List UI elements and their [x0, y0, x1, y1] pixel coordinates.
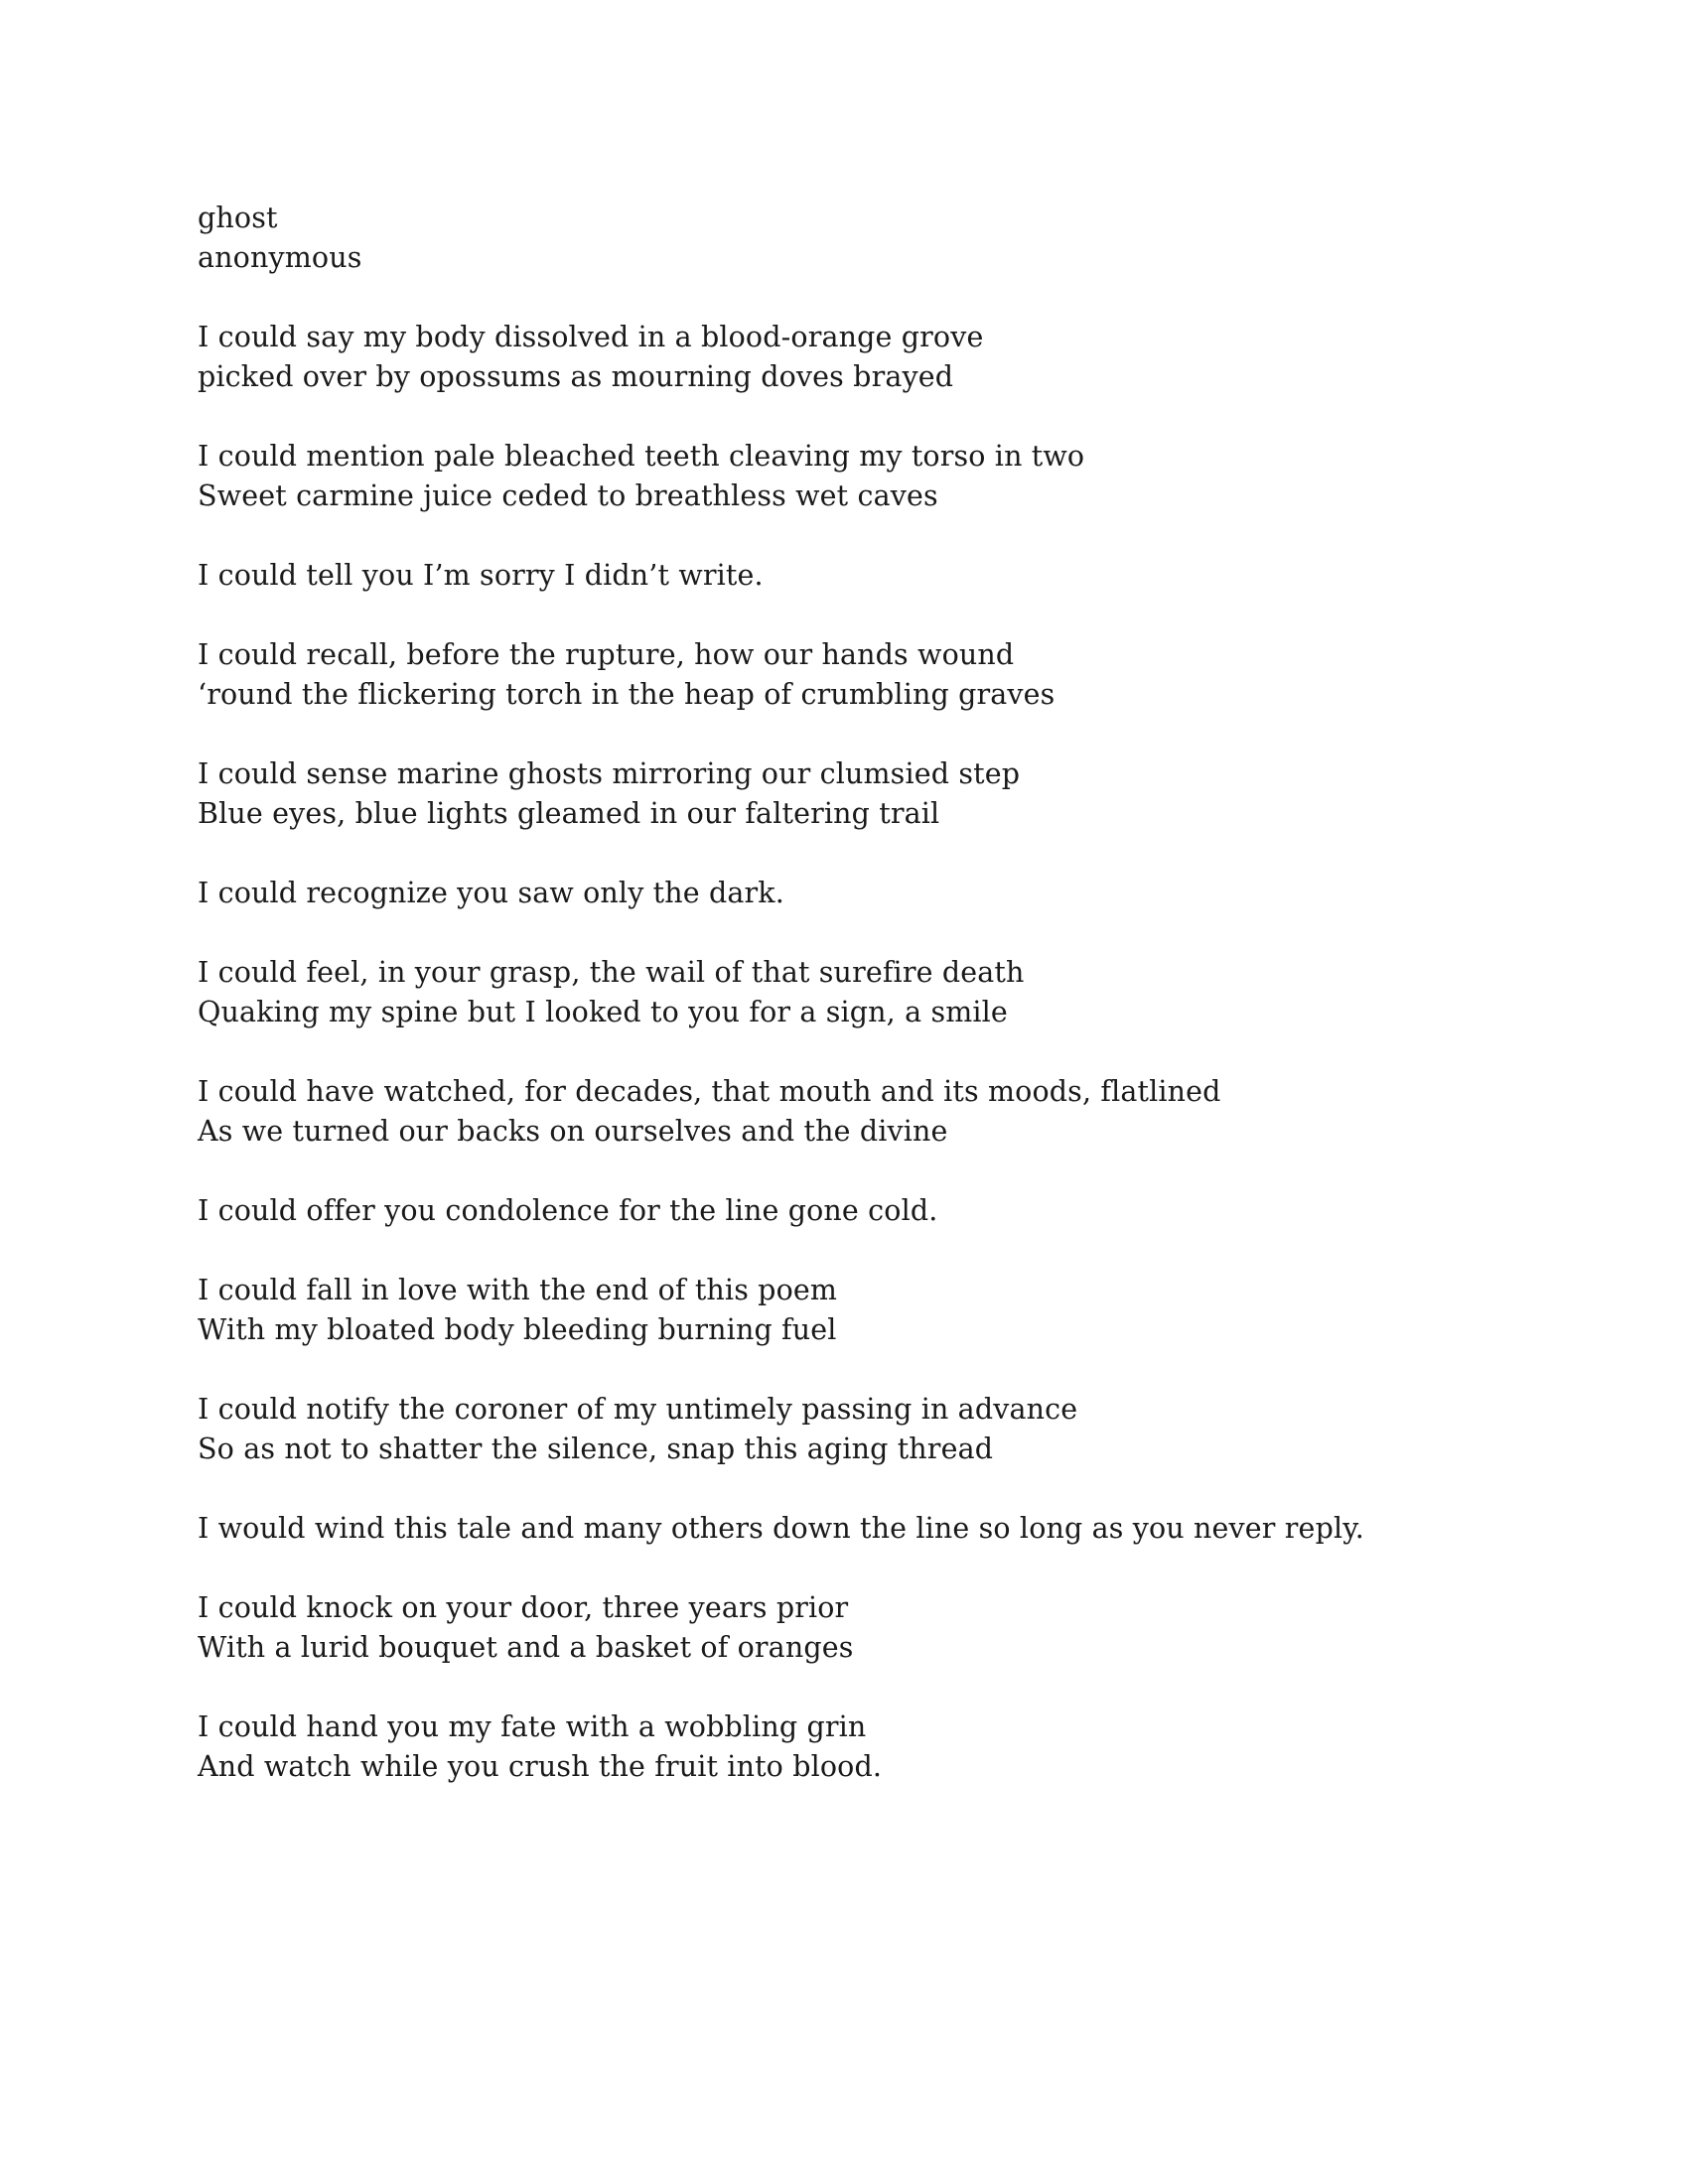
- stanza: [198, 1707, 1508, 1787]
- stanza: [198, 874, 1508, 913]
- poem-line: I could say my body dissolved in a blood-orange grove: [198, 321, 984, 353]
- poem-line: With a lurid bouquet and a basket of oranges: [198, 1631, 854, 1664]
- poem-line: I could offer you condolence for the line gone cold.: [198, 1194, 938, 1227]
- poem-header: [198, 199, 1508, 278]
- poem-line: I could fall in love with the end of this poem: [198, 1274, 838, 1306]
- poem-line: So as not to shatter the silence, snap this aging thread: [198, 1433, 994, 1465]
- stanza: [198, 754, 1508, 834]
- stanza: [198, 318, 1508, 397]
- poem: [198, 199, 1508, 1787]
- poem-line: Quaking my spine but I looked to you for a sign, a smile: [198, 996, 1008, 1028]
- poem-line: I could hand you my fate with a wobbling grin: [198, 1710, 867, 1743]
- poem-line: Sweet carmine juice ceded to breathless wet caves: [198, 479, 938, 512]
- poem-line: I could knock on your door, three years prior: [198, 1591, 849, 1624]
- poem-title: ghost: [198, 202, 278, 234]
- poem-line: I could notify the coroner of my untimely passing in advance: [198, 1393, 1078, 1426]
- poem-line: I could feel, in your grasp, the wail of that surefire death: [198, 956, 1025, 989]
- stanza: [198, 635, 1508, 715]
- poem-line: I would wind this tale and many others down the line so long as you never reply.: [198, 1512, 1364, 1545]
- poem-line: As we turned our backs on ourselves and the divine: [198, 1115, 948, 1148]
- stanza: [198, 1072, 1508, 1152]
- stanza: [198, 1509, 1508, 1549]
- stanza: [198, 1191, 1508, 1231]
- poem-line: picked over by opossums as mourning doves brayed: [198, 360, 954, 393]
- poem-line: I could recognize you saw only the dark.: [198, 877, 784, 909]
- poem-line: And watch while you crush the fruit into blood.: [198, 1750, 883, 1783]
- stanza: [198, 953, 1508, 1032]
- poem-line: I could recall, before the rupture, how our hands wound: [198, 638, 1015, 671]
- poem-line: ‘round the flickering torch in the heap of crumbling graves: [198, 678, 1055, 711]
- poem-line: I could sense marine ghosts mirroring our clumsied step: [198, 757, 1021, 790]
- poem-body: [198, 318, 1508, 1787]
- poem-line: Blue eyes, blue lights gleamed in our faltering trail: [198, 797, 940, 830]
- poem-line: I could tell you I’m sorry I didn’t write.: [198, 559, 764, 592]
- poem-author: anonymous: [198, 241, 362, 274]
- stanza: [198, 1390, 1508, 1469]
- stanza: [198, 437, 1508, 516]
- poem-line: I could mention pale bleached teeth cleaving my torso in two: [198, 440, 1085, 473]
- stanza: [198, 1271, 1508, 1350]
- stanza: [198, 1588, 1508, 1668]
- stanza: [198, 556, 1508, 596]
- poem-line: With my bloated body bleeding burning fuel: [198, 1313, 837, 1346]
- poem-line: I could have watched, for decades, that mouth and its moods, flatlined: [198, 1075, 1221, 1108]
